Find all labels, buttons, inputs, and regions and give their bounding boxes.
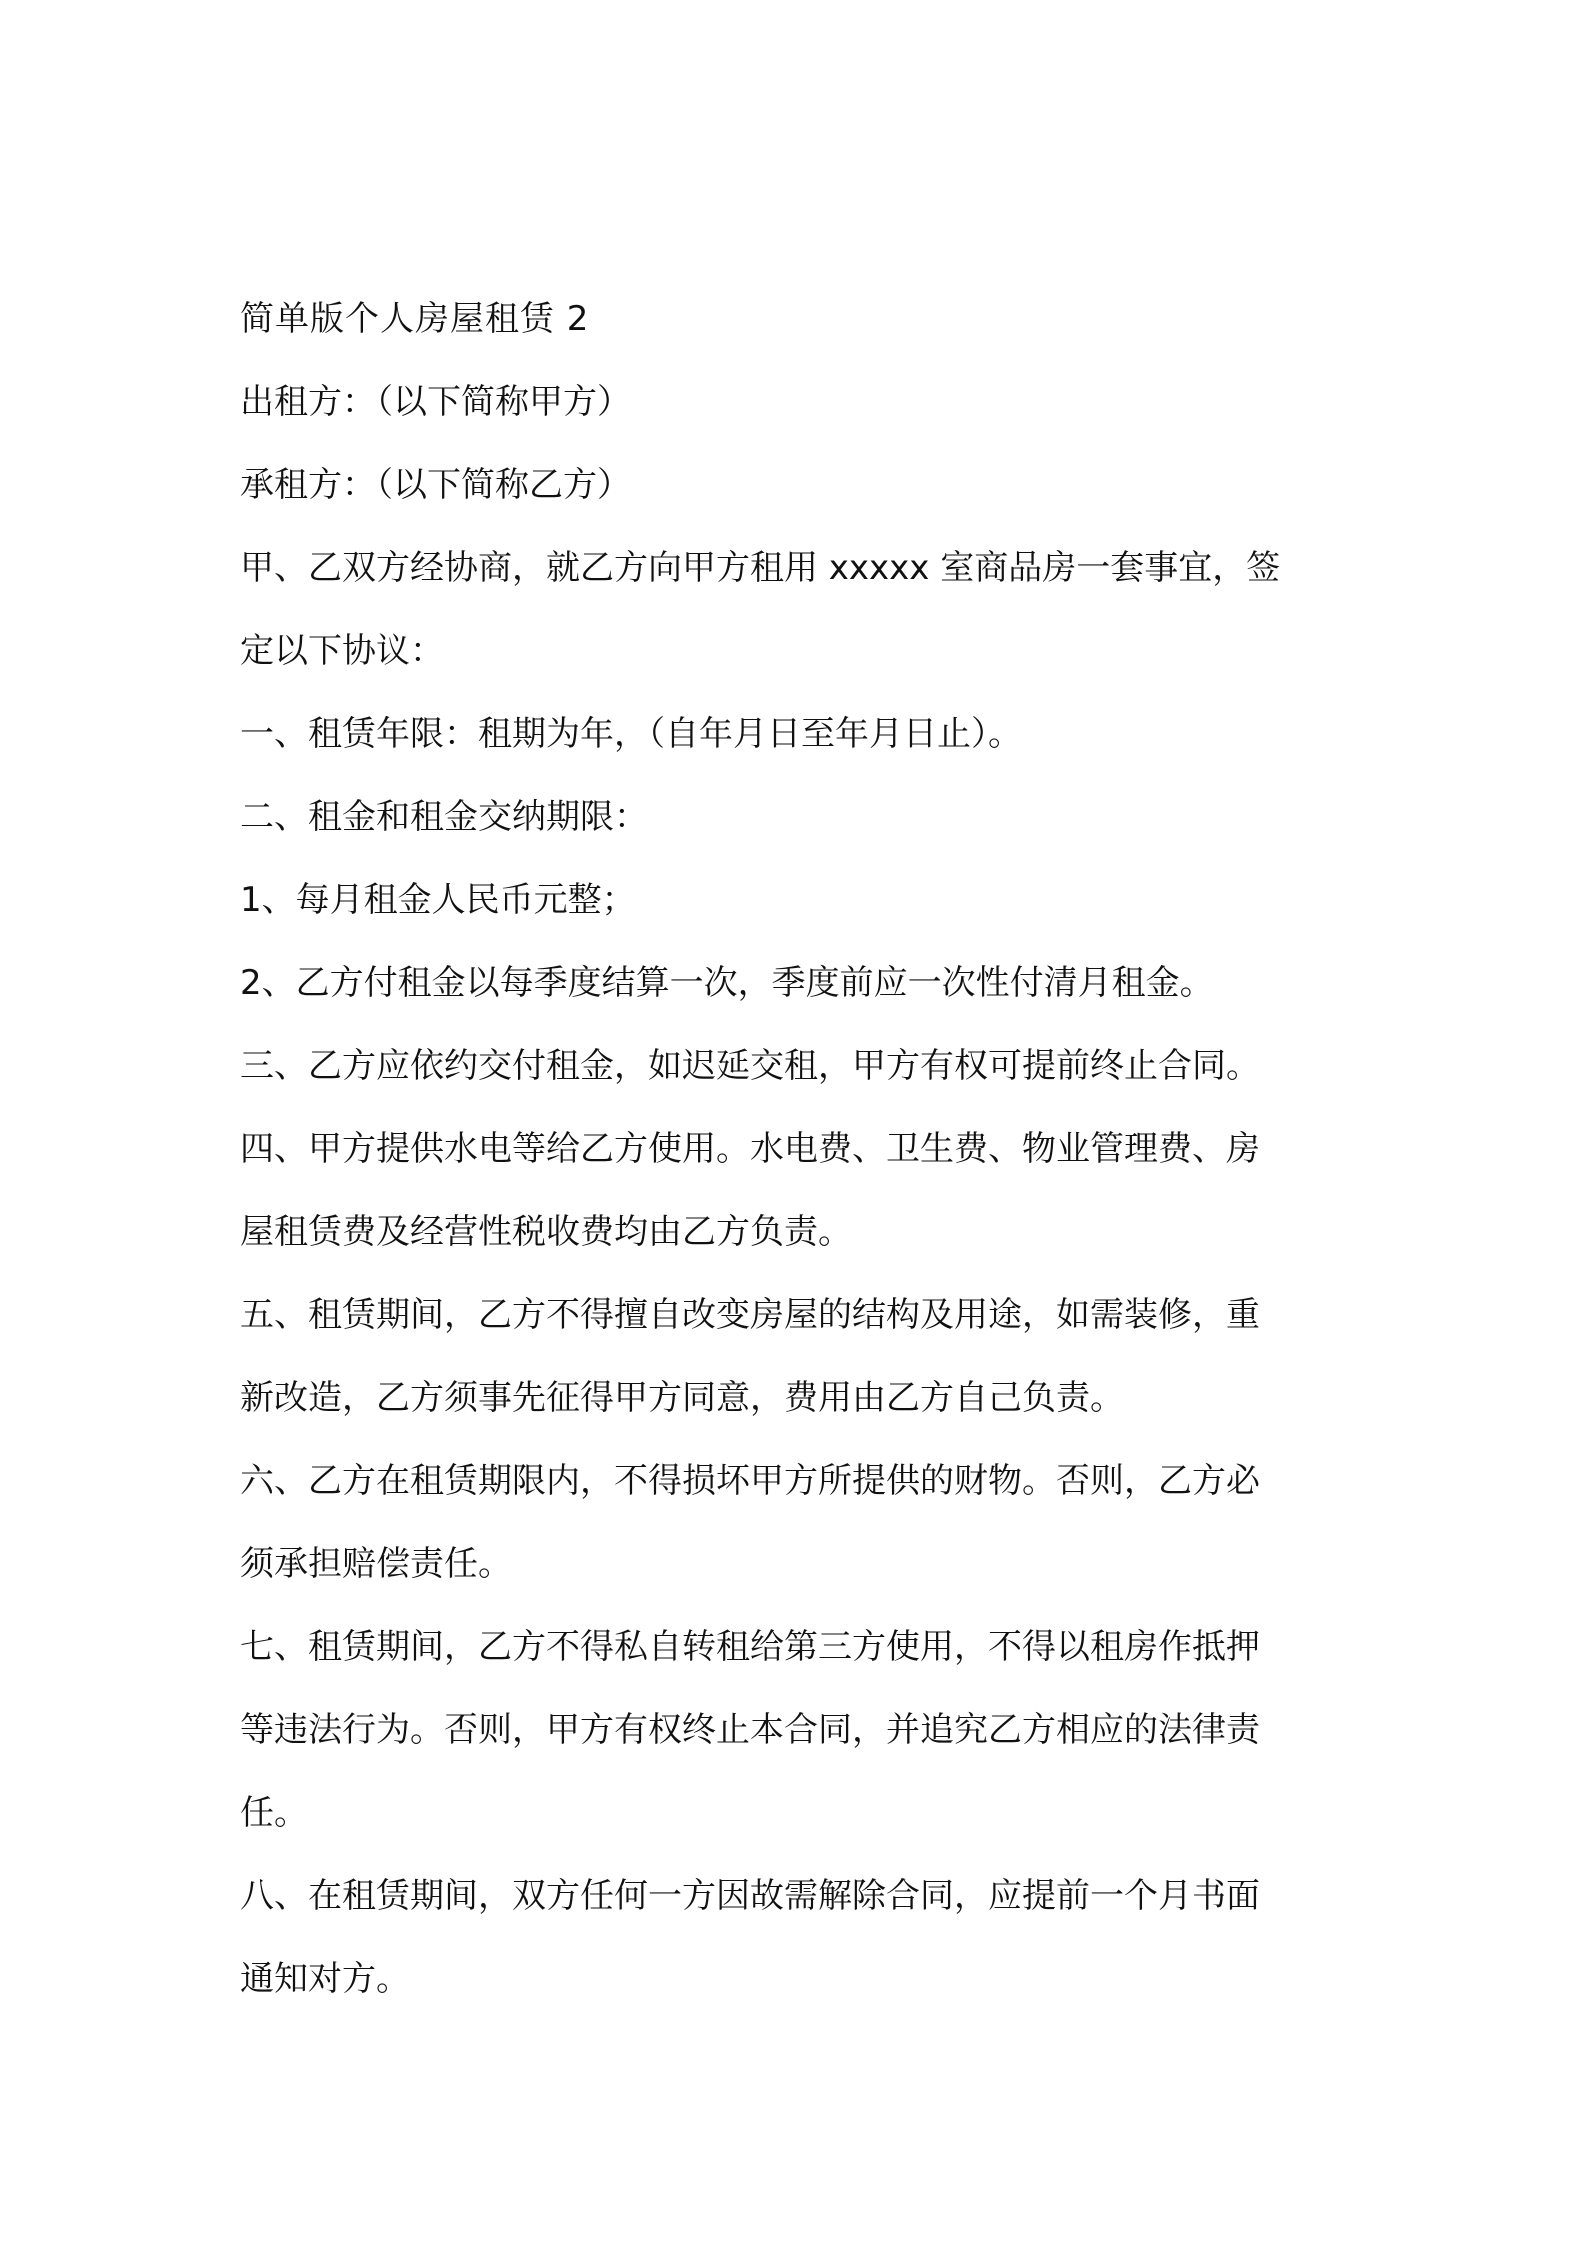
clause-5: 五、租赁期间，乙方不得擅自改变房屋的结构及用途，如需装修，重 xyxy=(240,1295,1260,1335)
text-line: 屋租赁费及经营性税收费均由乙方负责。 xyxy=(240,1212,852,1252)
lessee-line: 承租方：（以下简称乙方） xyxy=(240,465,631,505)
clause-6: 六、乙方在租赁期限内，不得损坏甲方所提供的财物。否则，乙方必 xyxy=(240,1461,1260,1501)
clause-2-rent: 二、租金和租金交纳期限： xyxy=(240,797,648,837)
clause-2-item-1: 1、每月租金人民币元整； xyxy=(240,880,636,920)
lessor-line: 出租方：（以下简称甲方） xyxy=(240,382,631,422)
clause-3: 三、乙方应依约交付租金，如迟延交租，甲方有权可提前终止合同。 xyxy=(240,1046,1260,1086)
document-body xyxy=(240,278,1360,2021)
clause-8: 八、在租赁期间，双方任何一方因故需解除合同，应提前一个月书面 xyxy=(240,1876,1260,1916)
clause-4: 四、甲方提供水电等给乙方使用。水电费、卫生费、物业管理费、房 xyxy=(240,1129,1260,1169)
clause-2-item-2: 2、乙方付租金以每季度结算一次，季度前应一次性付清月租金。 xyxy=(240,963,1214,1003)
text-line: 甲、乙双方经协商，就乙方向甲方租用 xxxxx 室商品房一套事宜，签 xyxy=(240,548,1281,588)
document-title: 简单版个人房屋租赁 2 xyxy=(240,299,590,339)
text-line: 通知对方。 xyxy=(240,1959,410,1999)
text-line: 等违法行为。否则，甲方有权终止本合同，并追究乙方相应的法律责 xyxy=(240,1710,1260,1750)
clause-1-term: 一、租赁年限：租期为年，（自年月日至年月日止）。 xyxy=(240,714,1022,754)
text-line: 新改造，乙方须事先征得甲方同意，费用由乙方自己负责。 xyxy=(240,1378,1124,1418)
text-line: 定以下协议： xyxy=(240,631,444,671)
clause-7: 七、租赁期间，乙方不得私自转租给第三方使用，不得以租房作抵押 xyxy=(240,1627,1260,1667)
text-line: 任。 xyxy=(240,1793,308,1833)
text-line: 须承担赔偿责任。 xyxy=(240,1544,512,1584)
